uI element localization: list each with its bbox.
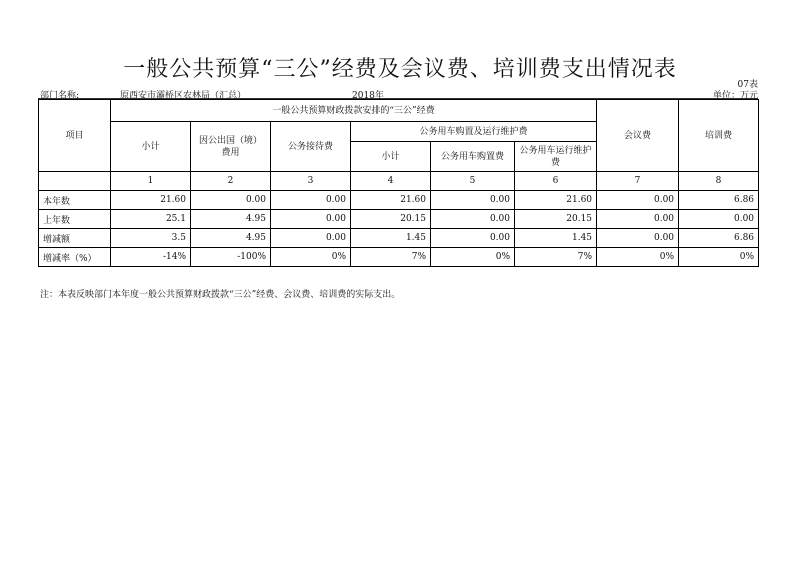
col-header-vehicle-run: 公务用车运行维护费	[515, 142, 597, 172]
table-cell: 0.00	[597, 191, 679, 210]
col-header-group-main: 一般公共预算财政拨款安排的“三公”经费	[111, 100, 597, 122]
report-year: 2018年	[352, 91, 384, 101]
table-cell: 0%	[271, 248, 351, 267]
col-header-abroad: 因公出国（境）费用	[191, 122, 271, 172]
table-cell: 0.00	[191, 191, 271, 210]
table-cell: 0.00	[271, 210, 351, 229]
col-number: 4	[351, 172, 431, 191]
table-row	[39, 210, 759, 229]
row-label: 增减额	[39, 229, 111, 248]
table-cell: 6.86	[679, 191, 759, 210]
col-header-vehicle-purchase: 公务用车购置费	[431, 142, 515, 172]
table-cell: 0%	[679, 248, 759, 267]
col-header-reception: 公务接待费	[271, 122, 351, 172]
table-cell: 0.00	[679, 210, 759, 229]
col-number: 8	[679, 172, 759, 191]
dept-label: 部门名称:	[40, 91, 80, 101]
col-number: 3	[271, 172, 351, 191]
table-cell: 3.5	[111, 229, 191, 248]
footnote: 注：本表反映部门本年度一般公共预算财政拨款“三公”经费、会议费、培训费的实际支出。	[40, 290, 401, 300]
col-number: 2	[191, 172, 271, 191]
col-header-vehicle-subtotal: 小计	[351, 142, 431, 172]
table-cell: 0.00	[597, 210, 679, 229]
table-cell: 25.1	[111, 210, 191, 229]
col-number: 5	[431, 172, 515, 191]
table-cell: 21.60	[111, 191, 191, 210]
table-cell: 21.60	[351, 191, 431, 210]
table-cell: 1.45	[515, 229, 597, 248]
table-cell: 0.00	[597, 229, 679, 248]
col-header-vehicle-group: 公务用车购置及运行维护费	[351, 122, 597, 142]
table-cell: 20.15	[351, 210, 431, 229]
form-number: 07表	[737, 80, 758, 90]
col-header-training: 培训费	[679, 100, 759, 172]
col-header-item: 项目	[39, 100, 111, 172]
table-row	[39, 191, 759, 210]
table-cell: 0%	[597, 248, 679, 267]
unit-label: 单位：万元	[712, 91, 758, 101]
table-cell: 4.95	[191, 229, 271, 248]
table-cell: 21.60	[515, 191, 597, 210]
table-cell: 0.00	[431, 229, 515, 248]
col-number: 7	[597, 172, 679, 191]
table-cell: 0.00	[271, 191, 351, 210]
table-row	[39, 229, 759, 248]
table-cell: -100%	[191, 248, 271, 267]
column-number-row	[39, 172, 759, 191]
col-header-subtotal: 小计	[111, 122, 191, 172]
col-header-meeting: 会议费	[597, 100, 679, 172]
table-row	[39, 248, 759, 267]
table-cell: 0.00	[271, 229, 351, 248]
table-cell: 7%	[351, 248, 431, 267]
col-number: 6	[515, 172, 597, 191]
table-cell: 0.00	[431, 191, 515, 210]
row-label: 增减率（%）	[39, 248, 111, 267]
page-title: 一般公共预算“三公”经费及会议费、培训费支出情况表	[123, 57, 677, 82]
table-cell: -14%	[111, 248, 191, 267]
row-label: 本年数	[39, 191, 111, 210]
col-number: 1	[111, 172, 191, 191]
dept-name: 原西安市灞桥区农林局（汇总）	[120, 91, 247, 101]
expense-table	[38, 99, 759, 267]
table-cell: 20.15	[515, 210, 597, 229]
table-cell: 4.95	[191, 210, 271, 229]
table-cell: 0%	[431, 248, 515, 267]
table-cell: 0.00	[431, 210, 515, 229]
table-cell: 7%	[515, 248, 597, 267]
table-cell: 1.45	[351, 229, 431, 248]
table-cell: 6.86	[679, 229, 759, 248]
row-label: 上年数	[39, 210, 111, 229]
